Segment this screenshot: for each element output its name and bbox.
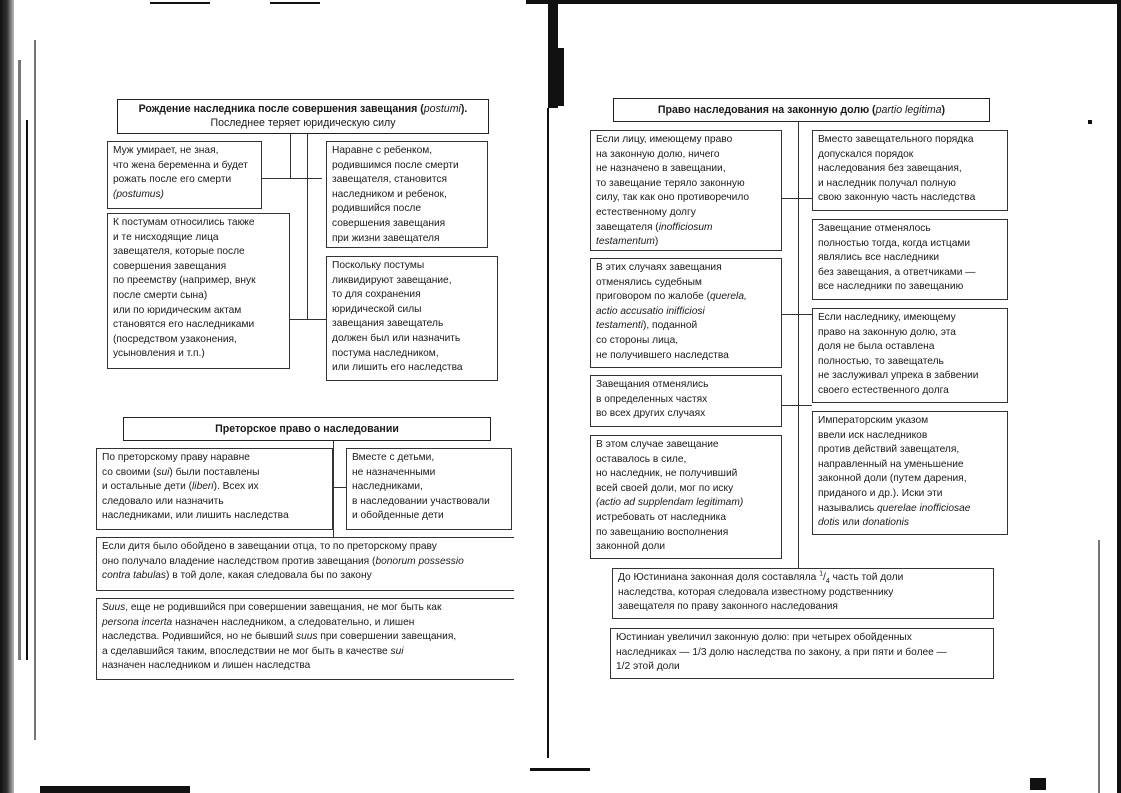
scan-right-edge <box>1117 0 1121 793</box>
justinian-box: Юстиниан увеличил законную долю: при четырех обойденных наследниках — 1/3 долю наследства по закону, а при пяти и более — 1/2 этой доли <box>610 628 994 679</box>
connector-line <box>782 405 812 406</box>
scan-gutter-block <box>556 48 564 106</box>
with-children-box: Вместе с детьми, не назначенными наследниками, в наследовании участвовали и обойденные дети <box>346 448 512 530</box>
imperial-decree-box: Императорским указом ввели иск наследников против действий завещателя, направленный на уменьшение законной доли (путем дарения, приданого и др.). Иски эти назывались querelae inofficiosae dotis или donationis <box>812 411 1008 535</box>
connector-line <box>333 441 334 537</box>
cancelled-fully-box: Завещание отменялось полностью тогда, когда истцами являлись все наследники без завещания, а ответчиками — все наследники по завещанию <box>812 219 1008 300</box>
scan-top-line <box>150 2 210 4</box>
court-cancel-box: В этих случаях завещания отменялись судебным приговором по жалобе (querela, actio accusatio inifficiosi testamenti), поданной со стороны лица, не получившего наследства <box>590 258 782 368</box>
partial-cancel-box: Завещания отменялись в определенных частях во всех других случаях <box>590 375 782 427</box>
postumi-liquidate-box: Поскольку постумы ликвидируют завещание, то для сохранения юридической силы завещания завещатель должен был или назначить постума наследником, или лишить его наследства <box>326 256 498 381</box>
scan-dot <box>1088 120 1092 124</box>
nothing-assigned-box: Если лицу, имеющему право на законную долю, ничего не назначено в завещании, то завещание теряло законную силу, так как оно противоречило естественному долгу завещателя (inofficiosum testamentum) <box>590 130 782 251</box>
postumi-also-box: К постумам относились также и те нисходящие лица завещателя, которые после совершения завещания по преемству (например, внук после смерти сына) или по юридическим актам становятся его наследниками (посредством узаконения, усыновления и т.п.) <box>107 213 290 369</box>
praetor-section-title: Преторское право о наследовании <box>123 417 491 441</box>
scan-bottom-wedge <box>530 768 590 771</box>
legitima-section-title: Право наследования на законную долю (partio legitima) <box>613 98 990 122</box>
connector-line <box>290 134 291 178</box>
remained-valid-box: В этом случае завещание оставалось в силе, но наследник, не получивший всей своей доли, мог по иску (actio ad supplendam legitimam) истребовать от наследника по завещанию восполнения законной доли <box>590 435 782 559</box>
scan-corner-mark <box>1030 778 1046 790</box>
posthumous-on-par-box: Наравне с ребенком, родившимся после смерти завещателя, становится наследником и ребенок, родившийся после совершения завещания при жизни завещателя <box>326 141 488 248</box>
scan-top-line <box>270 2 320 4</box>
connector-line <box>798 122 799 570</box>
connector-line <box>262 178 322 179</box>
scan-streak <box>18 60 21 660</box>
connector-line <box>782 198 812 199</box>
intestate-order-box: Вместо завещательного порядка допускался порядок наследования без завещания, и наследник получал полную свою законную часть наследства <box>812 130 1008 211</box>
scan-top-edge-right <box>526 0 1121 4</box>
before-justinian-box: До Юстиниана законная доля составляла $^1/_4$ часть той доли наследства, которая следовала известному родственнику завещателя по праву законного наследования <box>612 568 994 619</box>
scan-right-streak <box>1098 540 1100 793</box>
bypassed-child-box: Если дитя было обойдено в завещании отца, то по преторскому праву оно получало владение наследством против завещания (bonorum possessio contra tabulas) в той доле, какая следовала бы по закону <box>96 537 514 591</box>
scan-bottom-bar <box>40 786 190 793</box>
scan-binding-edge-left <box>0 0 14 793</box>
husband-dies-box: Муж умирает, не зная, что жена беременна и будет рожать после его смерти (postumus) <box>107 141 262 209</box>
scan-streak <box>26 120 28 660</box>
scan-gutter-line <box>547 108 549 758</box>
connector-line <box>307 134 308 319</box>
connector-line <box>333 487 346 488</box>
not-fully-left-box: Если наследнику, имеющему право на законную долю, эта доля не была оставлена полностью, то завещатель не заслуживал упрека в забвении своего естественного долга <box>812 308 1008 403</box>
suus-box: Suus, еще не родившийся при совершении завещания, не мог быть как persona incerta назначен наследником, а следовательно, и лишен наследства. Родившийся, но не бывший suus при совершении завещания, а сделавшийся таким, впоследствии не мог быть в качестве sui назначен наследником и лишен наследства <box>96 598 514 680</box>
postumi-section-title: Рождение наследника после совершения завещания (postumi). Последнее теряет юридическую силу <box>117 99 489 134</box>
scan-streak <box>34 40 36 740</box>
praetor-rule-box: По преторскому праву наравне со своими (sui) были поставлены и остальные дети (liberi). Всех их следовало или назначить наследниками, или лишить наследства <box>96 448 333 530</box>
connector-line <box>782 314 812 315</box>
